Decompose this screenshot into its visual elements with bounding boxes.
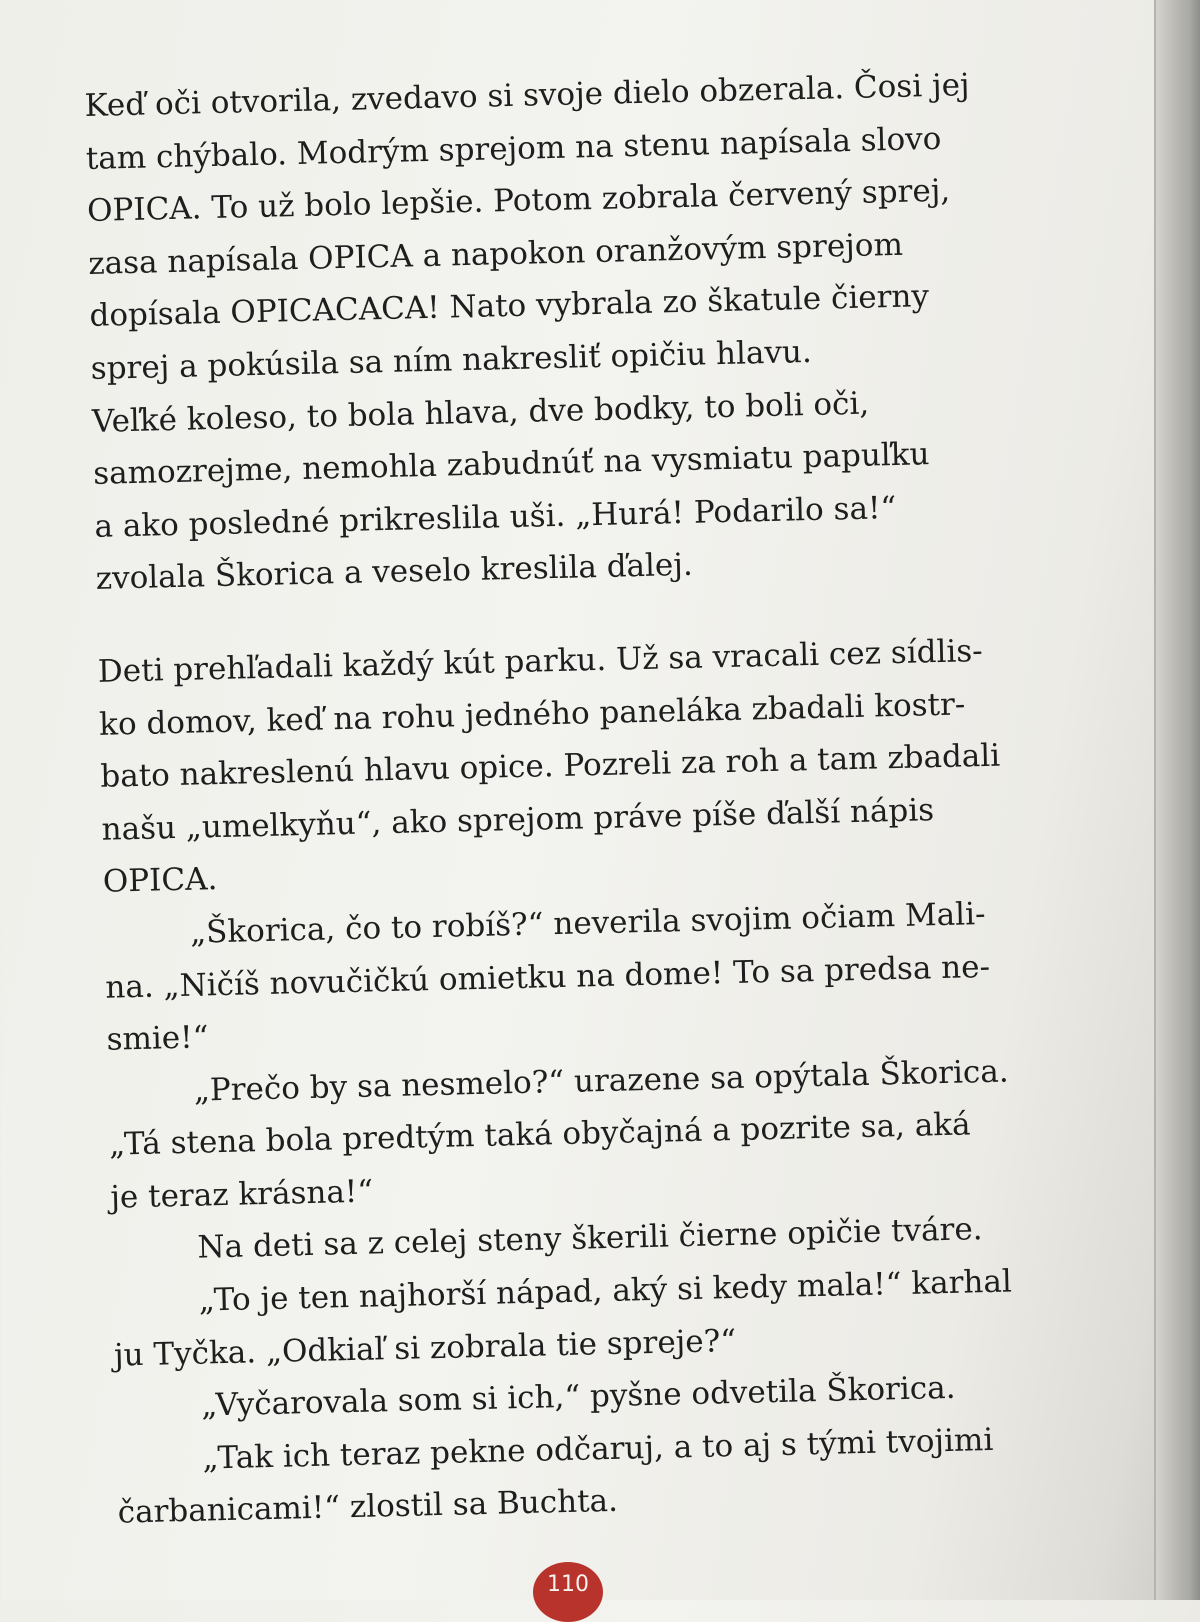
- paragraph-2: [97, 622, 1103, 908]
- text-line: „Škorica, čo to robíš?“ neverila svojim očiam Mali-: [189, 895, 986, 951]
- text-line: Deti prehľadali každý kút parku. Už sa vracali cez sídlis-: [97, 632, 984, 690]
- text-line: „Tak ich teraz pekne odčaruj, a to aj s tými tvojimi: [202, 1421, 994, 1477]
- text-line: našu „umelkyňu“, ako sprejom práve píše ďalší nápis: [101, 791, 935, 848]
- text-line: „To je ten najhorší nápad, aký si kedy mala!“ karhal: [198, 1263, 1013, 1319]
- text-line: samozrejme, nemohla zabudnúť na vysmiatu papuľku: [92, 436, 930, 493]
- text-line: „Vyčarovala som si ich,“ pyšne odvetila Škorica.: [200, 1370, 956, 1424]
- dialogue-2: [107, 1043, 1110, 1224]
- text-line: ko domov, keď na rohu jedného paneláka zbadali kostr-: [98, 685, 966, 743]
- text-line: tam chýbalo. Modrým sprejom na stenu napísala slovo: [85, 120, 942, 177]
- text-line: Na deti sa z celej steny škerili čierne opičie tváre.: [197, 1211, 983, 1267]
- text-line: „Prečo by sa nesmelo?“ urazene sa opýtala Škorica.: [193, 1053, 1010, 1109]
- text-line: na. „Ničíš novučičkú omietku na dome! To sa predsa ne-: [104, 948, 991, 1006]
- text-line: bato nakreslenú hlavu opice. Pozreli za roh a tam zbadali: [100, 737, 1001, 795]
- text-line: zvolala Škorica a veselo kreslila ďalej.: [95, 547, 694, 598]
- text-line: sprej a pokúsila sa ním nakresliť opičiu hlavu.: [90, 333, 813, 387]
- text-line: zasa napísala OPICA a napokon oranžovým sprejom: [87, 226, 904, 282]
- paragraph-1: [84, 56, 1096, 605]
- page-text: [84, 56, 1118, 1539]
- page-number: 110: [547, 1572, 589, 1597]
- text-line: Veľké koleso, to bola hlava, dve bodky, to boli oči,: [91, 385, 870, 440]
- next-page-edge: [1156, 0, 1200, 1600]
- page-number-badge: [533, 1562, 603, 1622]
- text-line: smie!“: [106, 1019, 209, 1058]
- text-line: „Tá stena bola predtým taká obyčajná a pozrite sa, aká: [108, 1106, 971, 1163]
- dialogue-1: [104, 885, 1107, 1066]
- text-line: je teraz krásna!“: [109, 1173, 374, 1216]
- text-line: a ako posledné prikreslila uši. „Hurá! Podarilo sa!“: [94, 489, 897, 545]
- text-line: OPICA.: [102, 861, 218, 901]
- text-line: ju Tyčka. „Odkiaľ si zobrala tie spreje?“: [113, 1322, 737, 1374]
- dialogue-6: [116, 1411, 1118, 1540]
- text-line: OPICA. To už bolo lepšie. Potom zobrala červený sprej,: [86, 172, 951, 230]
- text-line: Keď oči otvorila, zvedavo si svoje dielo obzerala. Čosi jej: [84, 67, 970, 124]
- text-line: dopísala OPICACACA! Nato vybrala zo škatule čierny: [89, 278, 930, 335]
- text-line: čarbanicami!“ zlostil sa Buchta.: [117, 1483, 619, 1532]
